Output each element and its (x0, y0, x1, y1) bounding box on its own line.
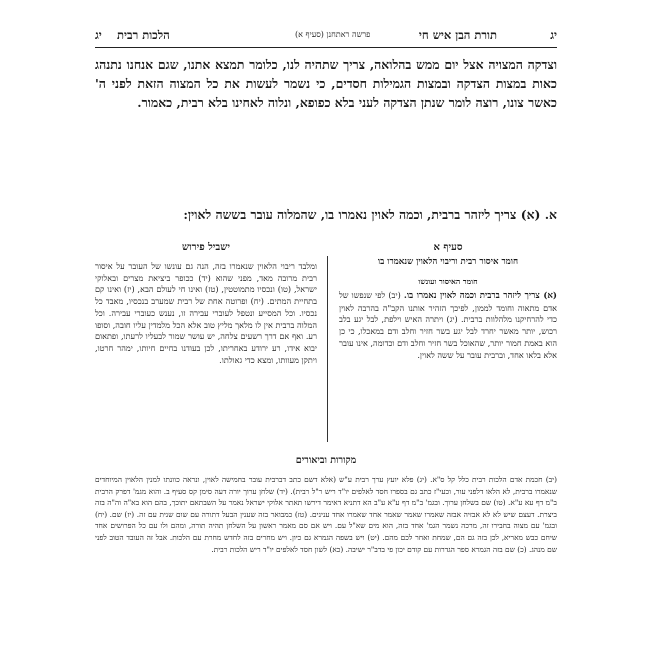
right-col-label: סעיף א (433, 242, 463, 253)
right-col-lead: (א) צריך ליזהר ברבית וכמה לאוין נאמרו בו. (403, 291, 557, 301)
right-col-subheading: חומר האיסור ועונשו (418, 277, 478, 286)
left-col-text: ומלבד ריבוי הלאוין שנאמרו בזה, הנה גם עונשו של העובר על איסור רבית מרובה מאד, מפני שהוא (יד) ככופר ביציאת מצרים ובאלוקי ישראל, (טו) ונכסיו מתמוטטין, (טז) ואינו חי לעולם הבא, (יז) ואינו קם בתחיית המתים. (יח) ופרוטה אחת של רבית שמערב בנכסיו, מאבד כל נכסיו. וכל המסייע ונטפל לעוברי עבירה זו, נענש כעוברי עבירה. וכל המלוה ברבית אין לו מלאך מליץ טוב אלא הכל מלמדין עליו חובה, וסופו רע. ואף אם דרך רשעים צלחה, יש עושר שמור לבעליו לרעתו, ופתאום יבוא אידו, רע ירודע באחריתו, לכן בעודנו בחיים חיותו, ימהר חרטו, ויתקן מעוותו, ומצא כדי גאולתו. (95, 261, 317, 365)
sources-text: (יב) חכמת אדם הלכות רבית כלל קל ס"א. (יג) פלא יועץ ערך רבית ע"ש (אלא דשם כתב דברבית עובר בחמישה לאוין, ונראה כוונתו למנין הלאוין המיוחדים שנאמרו ברבית, לא הלאו דלפני עור, וכעי"ז כתב גם בספרו חסד לאלפים יו"ד ריש ר"ל רבית). (יד) שלחן ערוך יורה דעה סימן קס סעיף ב. והוא מגמ' דפרק הרבית ב"מ דף עא ע"א. (טו) שם בשלחן ערוך. ובגמ' ב"מ דף ע"א ע"ב הא דתניא דאימר דירשו תאתר אלוקי ישראל נאמר על השבתאם יתוכך, בהם הוא בא"ה וה"ה בזה ביצרת. דעצם שיש לא לא אבזיה אבזה שאמרו שאמר שאמר אחד שאמרו אחד ענינים. (טז) כמבואר בזה שענין הבעל דתורה עם שום שנית עם זה. (יז) שם. (יח) ובגמ' עם מצוה בחבירו זה, מרכה נשמר הגמ' אחד בזה, הוא מים שא"ל עם. ויש אם סם מאמר ראשון על השלחן תהיה תורה, ומהם ולו עם כל הפרושים אחד שיחם כבש מאריא, לכן בזה גם הם, שמחת ואחר לכם מהם. (יט) ויש בשפה הגמרא גם כיון. ויש מחרים בזה לחדש מחרת עם הלכות. אבל זה העובד הטוב לפני שם מנהג. (כ) שם בזה הגמרא ספר הגדרות עם קודם יכון פי בדב"ר ישיבה. (כא) לשון חסד לאלפים יו"ד ריש הלכות רבית. (95, 475, 557, 554)
right-col-title: חומר איסור רבית וריבוי הלאוין שנאמרו בו (377, 257, 519, 267)
right-col-text (339, 290, 557, 361)
right-column (339, 242, 557, 361)
intro-paragraph: וצדקה המצויה אצל יום ממש בהלואה, צריך שתהיה לנו, כלומר תמצא אתנו, שגם אנחנו נתנהג כאות במצות הצדקה ובמצות הגמילות חסדים, כי נשמר לעשות את כל המצוה הזאת לפני ה' כאשר צונו, רוצה לומר שנתן הצדקה לעני בלא כפופא, ונלוה לאחינו בלא רבית, כאמור. (95, 57, 557, 110)
column-divider (327, 256, 328, 442)
page-number: יג (550, 28, 557, 42)
left-column (95, 242, 317, 366)
left-col-title: ישביל פירוש (182, 242, 230, 253)
page-header (95, 28, 557, 44)
book-title: תורת הבן איש חי (418, 28, 497, 42)
right-col-body: (יב) לפי שנפשו של אדם מתאוה וחומד לממון, לפיכך הזהיר אותנו הקב"ה בהרבה לאוין כדי להרחיקנו מלהלוות ברבית. (יג) ויתרה האיש וילפת, לבל יגע בלב רכוש, יותר מאשר יחרד לבל יגע בשר חזיר וחלב ודם במאכלו, כי כן הוא באמת חמור יותר, שהאוכל בשר חזיר וחלב ודם וכדומה, אינו עובר אלא בלאו אחד, וברבית עובר על ששה לאוין. (339, 290, 557, 360)
section-ref: פרשה ראתחנן (סעיף א) (295, 30, 371, 39)
halachot-title: הלכות רבית (117, 28, 170, 42)
main-halacha: א. (א) צריך ליזהר ברבית, וכמה לאוין נאמרו בו, שהמלוה עובר בששה לאוין: (183, 207, 557, 222)
sources-title: מקורות וביאורים (295, 455, 357, 466)
two-column-section (95, 242, 557, 442)
right-number: יג (95, 28, 102, 42)
header-rule (95, 47, 557, 48)
